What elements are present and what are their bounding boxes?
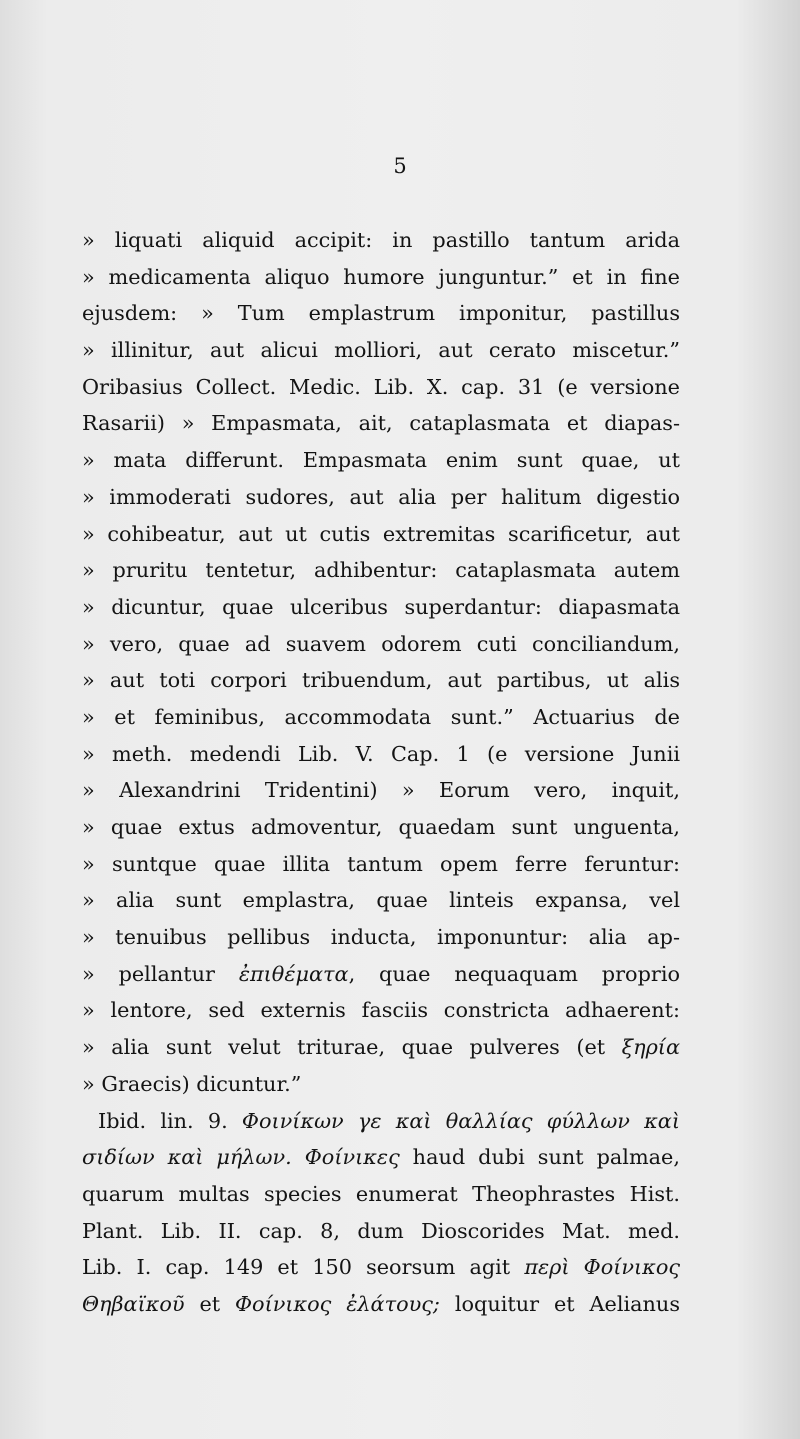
- text-line: » aut toti corpori tribuendum, aut partibus, ut alis: [82, 668, 680, 693]
- text-line: [82, 1029, 680, 1066]
- greek-text: Φοίνικος ἐλάτους;: [235, 1291, 440, 1316]
- text-segment: » pellantur: [82, 961, 239, 986]
- text-line: » tenuibus pellibus inducta, imponuntur: alia ap-: [82, 925, 680, 950]
- greek-text: Φοινίκων γε καὶ θαλλίας φύλλων καὶ: [241, 1108, 680, 1133]
- greek-text: περὶ Φοίνικος: [524, 1255, 680, 1280]
- text-line: » lentore, sed externis fasciis constricta adhaerent:: [82, 998, 680, 1023]
- text-line: » pruritu tentetur, adhibentur: cataplasmata autem: [82, 558, 680, 583]
- text-line: » meth. medendi Lib. V. Cap. 1 (e versione Junii: [82, 741, 680, 766]
- body-text: [82, 222, 680, 1323]
- page-number: 5: [393, 154, 407, 178]
- text-line: » dicuntur, quae ulceribus superdantur: diapasmata: [82, 594, 680, 619]
- greek-text: ξηρία: [621, 1035, 680, 1060]
- text-line: » quae extus admoventur, quaedam sunt unguenta,: [82, 815, 680, 839]
- text-line: » liquati aliquid accipit: in pastillo tantum arida: [82, 228, 680, 252]
- text-segment: » alia sunt velut triturae, quae pulveres (et: [82, 1035, 622, 1060]
- text-line: [82, 1139, 680, 1176]
- text-line: Rasarii) » Empasmata, ait, cataplasmata et diapas-: [82, 411, 680, 436]
- text-line: » cohibeatur, aut ut cutis extremitas scarificetur, aut: [82, 521, 680, 546]
- text-line: Plant. Lib. II. cap. 8, dum Dioscorides Mat. med.: [82, 1218, 680, 1243]
- text-line: » Graecis) dicuntur.”: [82, 1071, 302, 1096]
- text-line: ejusdem: » Tum emplastrum imponitur, pastillus: [82, 301, 680, 326]
- greek-text: Φοίνικες: [304, 1145, 400, 1170]
- text-segment: haud dubi sunt palmae,: [399, 1145, 680, 1170]
- greek-text: ἐπιθέματα: [238, 961, 349, 986]
- text-line: [82, 1249, 680, 1286]
- text-line: » suntque quae illita tantum opem ferre feruntur:: [82, 851, 680, 876]
- text-line: [82, 1103, 680, 1140]
- text-line: » medicamenta aliquo humore junguntur.” et in fine: [82, 264, 680, 289]
- text-line: » illinitur, aut alicui molliori, aut cerato miscetur.”: [82, 338, 680, 363]
- text-segment: [292, 1145, 305, 1169]
- text-line: quarum multas species enumerat Theophrastes Hist.: [82, 1181, 680, 1206]
- greek-text: Θηβαϊκοῦ: [82, 1291, 185, 1316]
- text-line: » vero, quae ad suavem odorem cuti conciliandum,: [82, 631, 680, 656]
- text-line: » immoderati sudores, aut alia per halitum digestio: [82, 484, 680, 509]
- text-line: » Alexandrini Tridentini) » Eorum vero, inquit,: [82, 778, 680, 803]
- text-line: » mata differunt. Empasmata enim sunt quae, ut: [82, 448, 680, 473]
- text-segment: , quae nequaquam proprio: [348, 961, 680, 986]
- text-line: [82, 956, 680, 993]
- text-segment: loquitur et Aelianus: [439, 1291, 680, 1316]
- text-segment: Lib. I. cap. 149 et 150 seorsum agit: [82, 1255, 525, 1280]
- text-line: » et feminibus, accommodata sunt.” Actuarius de: [82, 704, 680, 729]
- text-line: » alia sunt emplastra, quae linteis expansa, vel: [82, 888, 680, 913]
- text-line: Oribasius Collect. Medic. Lib. X. cap. 31 (e versione: [82, 374, 680, 399]
- text-line: [82, 1286, 680, 1323]
- text-segment: et: [184, 1291, 235, 1316]
- greek-text: σιδίων καὶ μήλων.: [82, 1145, 292, 1170]
- text-segment: Ibid. lin. 9.: [98, 1108, 242, 1133]
